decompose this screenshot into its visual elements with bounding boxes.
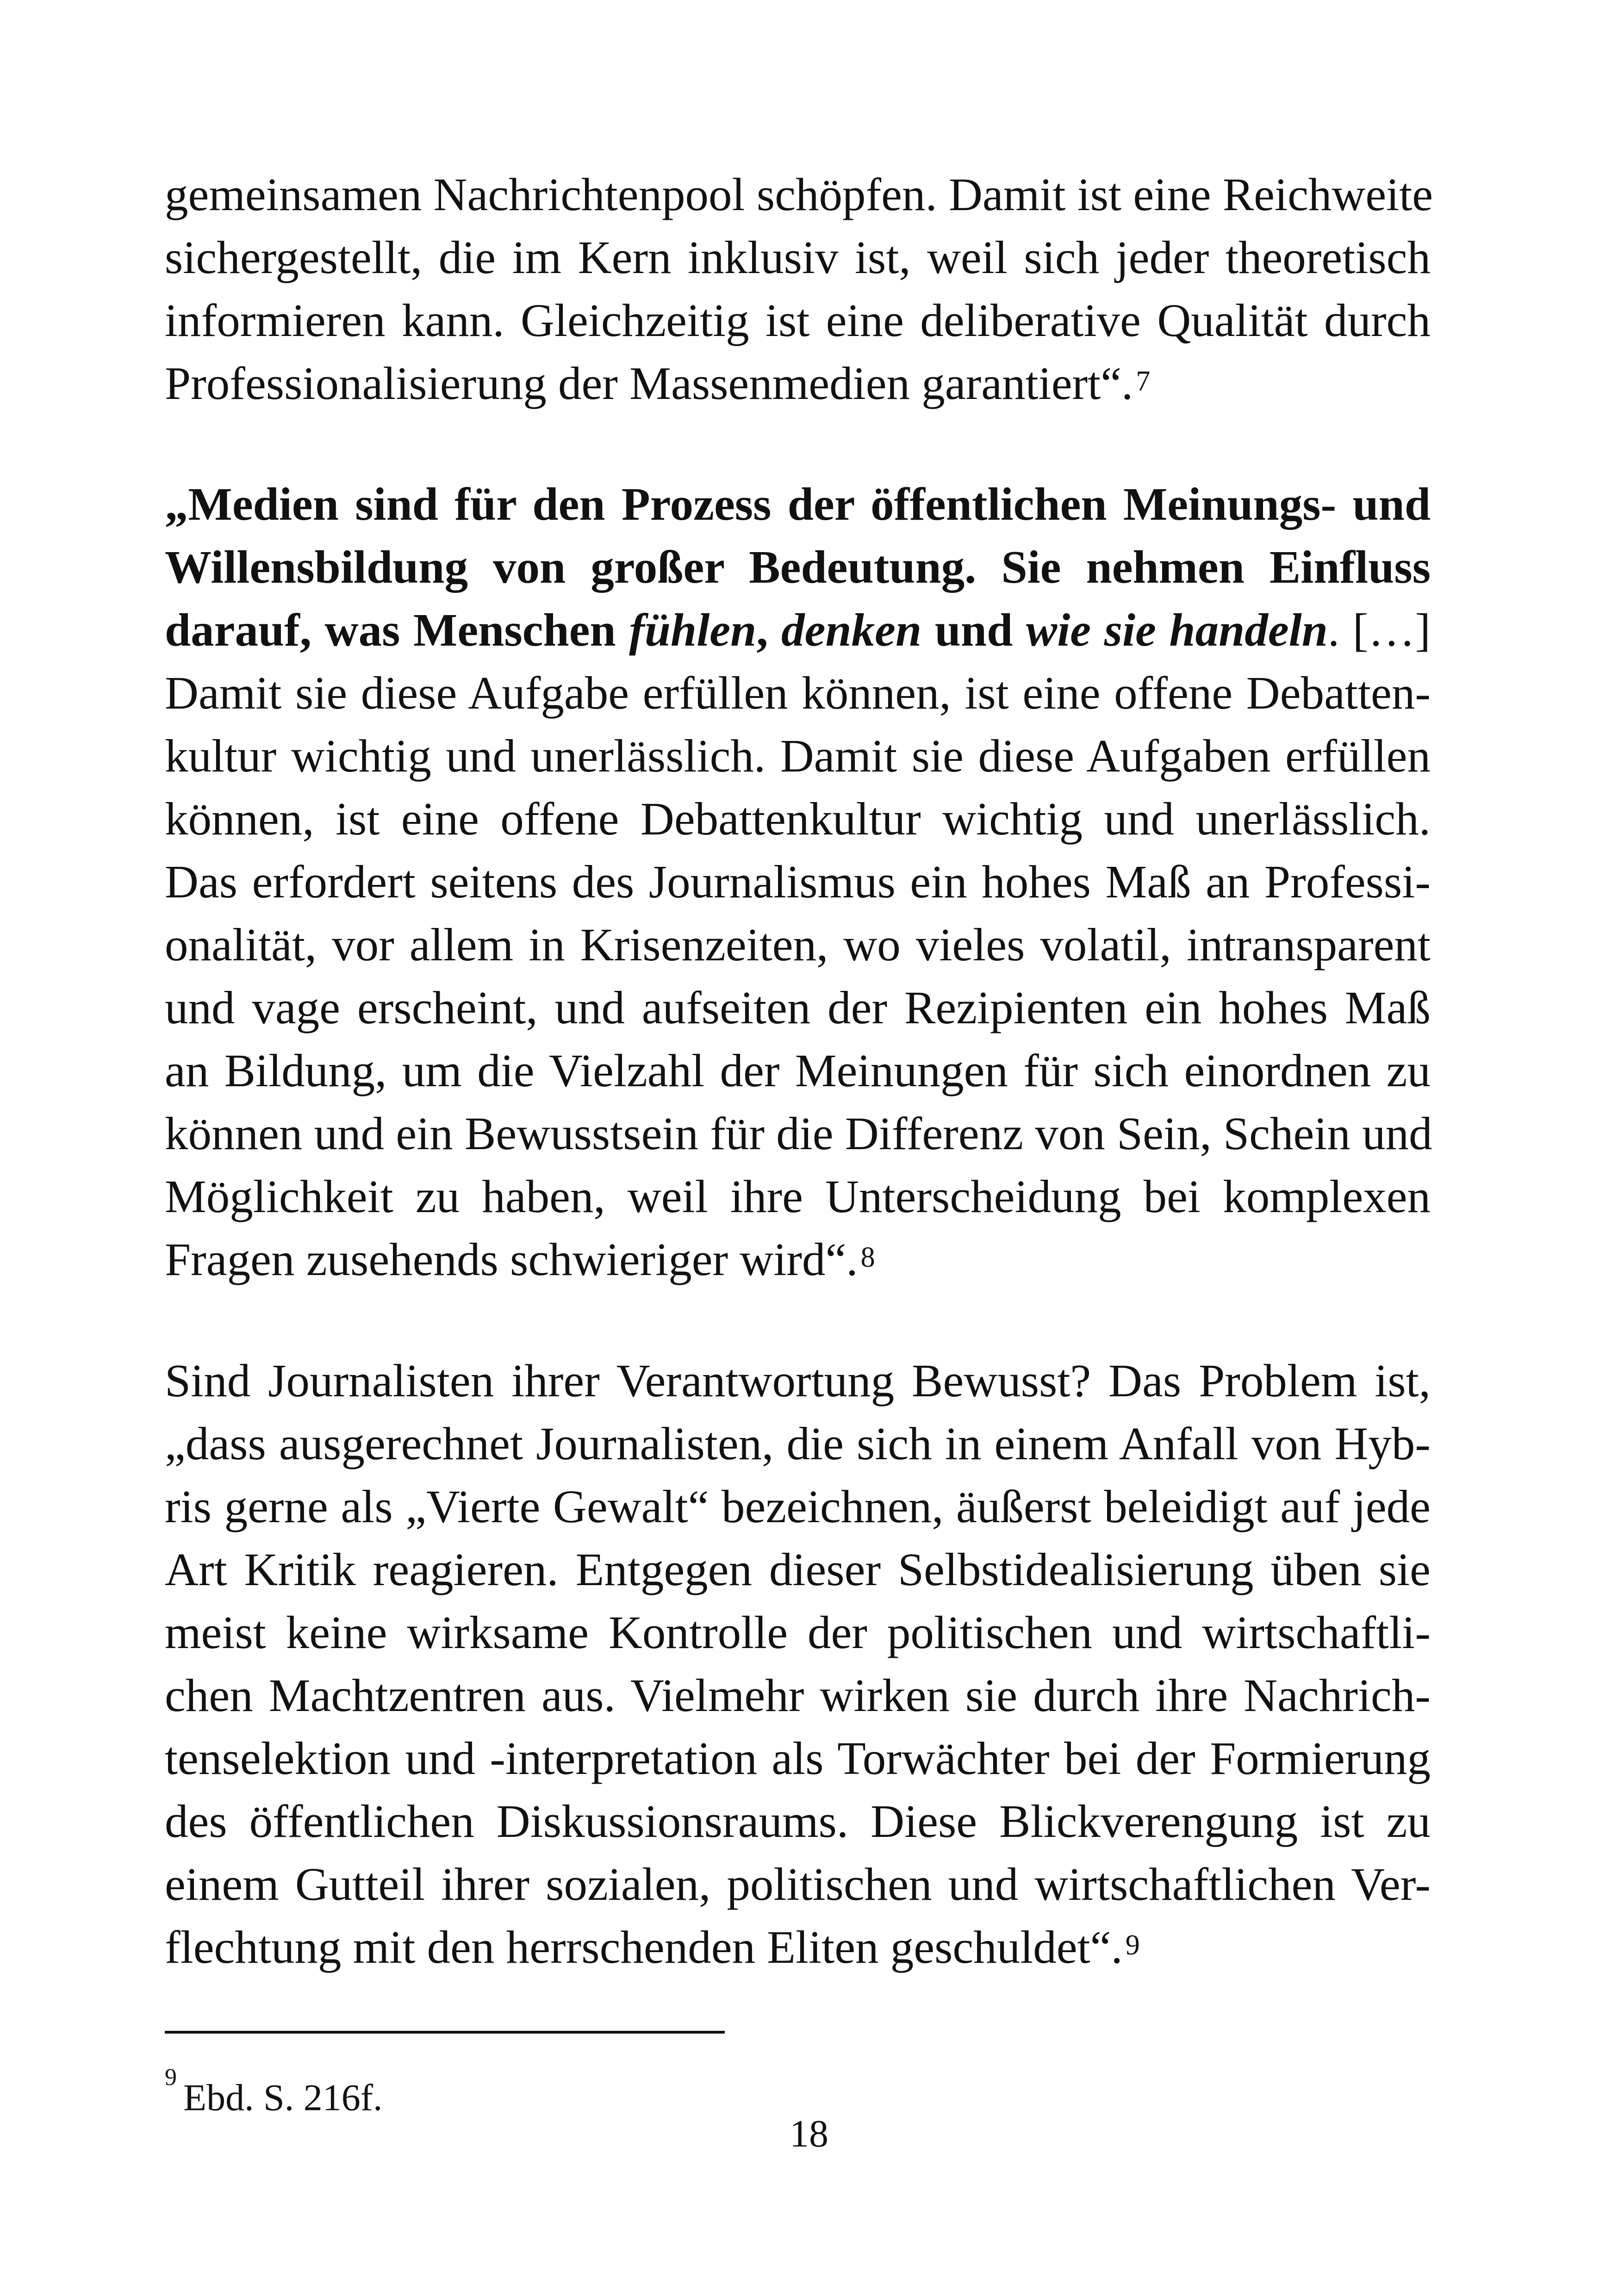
footnote-reference: 9 (1125, 1929, 1140, 1961)
text-line-content: des öffentlichen Diskussionsraums. Diese Blickverengung ist zu (165, 1795, 1431, 1847)
page-number: 18 (790, 2112, 828, 2155)
text-line-content: Professionalisierung der Massenmedien garantiert“. (165, 357, 1133, 409)
bold-italic-text: fühlen (629, 604, 757, 656)
bold-italic-text: wie sie handeln (1026, 604, 1328, 656)
bold-text: darauf, was Menschen (165, 604, 629, 656)
text-line (165, 787, 1431, 850)
footnote-reference: 8 (860, 1242, 875, 1273)
text-line-content: onalität, vor allem in Krisenzeiten, wo vieles volatil, intransparent (165, 919, 1431, 971)
text-line-content: Art Kritik reagieren. Entgegen dieser Selbstidealisierung üben sie (165, 1543, 1431, 1595)
text-line (165, 289, 1431, 352)
bold-text-line (165, 473, 1431, 535)
text-line (165, 1916, 1431, 1979)
text-line (165, 1349, 1431, 1412)
text-line-content: tenselektion und -interpretation als Torwächter bei der Formierung (165, 1732, 1431, 1784)
text-line (165, 1601, 1431, 1664)
text-line-content: flechtung mit den herrschenden Eliten geschuldet“. (165, 1921, 1123, 1973)
text-line-content: und vage erscheint, und aufseiten der Rezipienten ein hohes Maß (165, 982, 1431, 1033)
text-line-content: Fragen zusehends schwieriger wird“. (165, 1233, 858, 1285)
text-line (165, 1790, 1431, 1853)
text-line-content: können und ein Bewusstsein für die Differenz von Sein, Schein und (165, 1108, 1432, 1159)
text-line-content: meist keine wirksame Kontrolle der politischen und wirtschaftli- (165, 1606, 1431, 1658)
text-line (165, 1228, 1431, 1291)
text-line-content: gemeinsamen Nachrichtenpool schöpfen. Damit ist eine Reichweite (165, 168, 1433, 220)
text-line (165, 1727, 1431, 1790)
footnote-divider (165, 2031, 725, 2034)
text-line (165, 1102, 1431, 1165)
text-line (165, 163, 1431, 226)
text-line-content: Möglichkeit zu haben, weil ihre Unterscheidung bei komplexen (165, 1170, 1431, 1222)
text-line (165, 724, 1431, 787)
text-line (165, 1538, 1431, 1601)
text-line-content: Damit sie diese Aufgabe erfüllen können, ist eine offene Debatten- (165, 667, 1431, 719)
text-line-content: „dass ausgerechnet Journalisten, die sich in einem Anfall von Hyb- (165, 1418, 1431, 1469)
text-line (165, 661, 1431, 724)
mixed-emphasis-line (165, 598, 1431, 661)
footnote-text: Ebd. S. 216f. (183, 2076, 383, 2119)
paragraph-1 (165, 163, 1431, 415)
text-line-content: informieren kann. Gleichzeitig ist eine deliberative Qualität durch (165, 294, 1431, 346)
text-line (165, 850, 1431, 913)
text-line (165, 913, 1431, 976)
text-line-content: einem Gutteil ihrer sozialen, politischen und wirtschaftlichen Ver- (165, 1858, 1431, 1910)
footnote-reference: 7 (1136, 366, 1151, 397)
text-line (165, 226, 1431, 289)
footnote-number: 9 (165, 2064, 177, 2091)
text-line (165, 1412, 1431, 1475)
text-line-content: sichergestellt, die im Kern inklusiv ist, weil sich jeder theoretisch (165, 231, 1431, 283)
text-line-content: an Bildung, um die Vielzahl der Meinungen für sich einordnen zu (165, 1045, 1431, 1096)
text-line (165, 1475, 1431, 1538)
text-line (165, 1039, 1431, 1102)
bold-text: , (756, 604, 782, 656)
text-line-content: ris gerne als „Vierte Gewalt“ bezeichnen, äußerst beleidigt auf jede (165, 1481, 1431, 1532)
text-line-content: chen Machtzentren aus. Vielmehr wirken sie durch ihre Nachrich- (165, 1669, 1431, 1721)
text-line (165, 1165, 1431, 1228)
text-line (165, 976, 1431, 1039)
bold-italic-text: denken (781, 604, 922, 656)
text-line-content: Das erfordert seitens des Journalismus ein hohes Maß an Professi- (165, 856, 1431, 908)
bold-text: und (921, 604, 1026, 656)
text-line-content: Sind Journalisten ihrer Verantwortung Bewusst? Das Problem ist, (165, 1355, 1431, 1406)
text-line (165, 1664, 1431, 1727)
text-line-content: Willensbildung von großer Bedeutung. Sie nehmen Einfluss (165, 541, 1431, 593)
text-line (165, 352, 1431, 415)
paragraph-2-quote (165, 473, 1431, 1291)
text-line-content: „Medien sind für den Prozess der öffentlichen Meinungs- und (165, 478, 1431, 530)
text-line-content: kultur wichtig und unerlässlich. Damit sie diese Aufgaben erfüllen (165, 730, 1431, 782)
text-line-content: können, ist eine offene Debattenkultur wichtig und unerlässlich. (165, 793, 1431, 845)
bold-text-line (165, 535, 1431, 598)
paragraph-3 (165, 1349, 1431, 1979)
text-line-content: . […] (1327, 604, 1431, 656)
text-line (165, 1853, 1431, 1916)
